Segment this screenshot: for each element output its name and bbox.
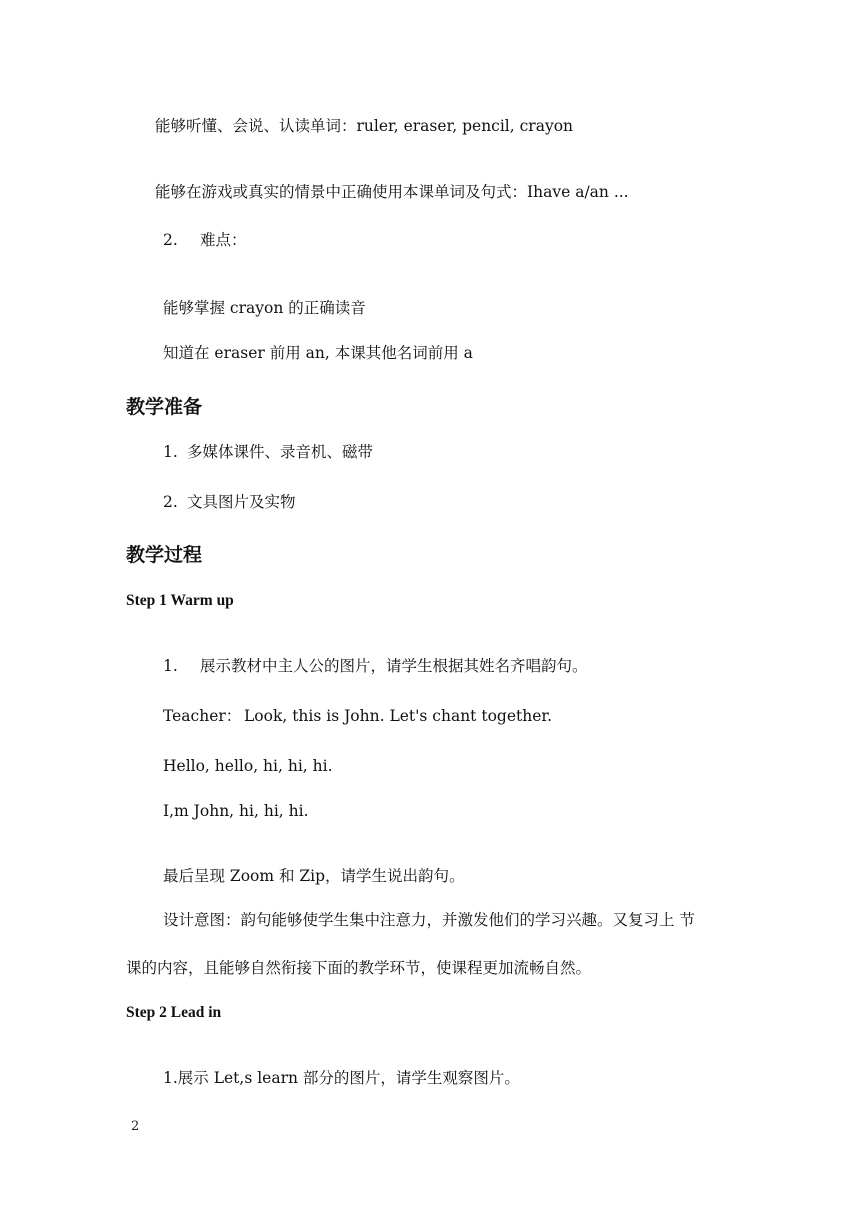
chant-line-2: I,m John, hi, hi, hi. — [163, 802, 309, 820]
chant-line-1: Hello, hello, hi, hi, hi. — [163, 757, 333, 775]
preparation-item-1-text: 多媒体课件、录音机、磁带 — [187, 443, 374, 461]
step1-item-1 — [163, 656, 588, 676]
design-intent-line-2: 课的内容，且能够自然衔接下面的教学环节，使课程更加流畅自然。 — [126, 959, 592, 977]
teacher-line — [163, 706, 552, 726]
preparation-heading: 教学准备 — [126, 396, 203, 418]
difficulty-line-2: 知道在 eraser 前用 an, 本课其他名词前用 a — [163, 344, 473, 362]
difficulty-number: 2. — [163, 231, 178, 249]
objective-line-1: 能够听懂、会说、认读单词：ruler, eraser, pencil, crayon — [155, 117, 574, 135]
process-heading: 教学过程 — [126, 544, 203, 566]
page-number: 2 — [131, 1119, 140, 1134]
design-intent-line-1: 设计意图：韵句能够使学生集中注意力，并激发他们的学习兴趣。又复习上 节 — [163, 911, 695, 929]
preparation-item-2 — [163, 492, 296, 512]
teacher-text: Look, this is John. Let's chant together. — [244, 707, 553, 725]
preparation-item-2-text: 文具图片及实物 — [187, 493, 296, 511]
step1-item-1-num: 1. — [163, 657, 178, 675]
difficulty-title: 难点： — [200, 231, 247, 249]
objective-line-2: 能够在游戏或真实的情景中正确使用本课单词及句式：Ihave a/an ... — [155, 183, 629, 201]
difficulty-heading — [163, 230, 247, 250]
preparation-item-2-num: 2. — [163, 493, 178, 511]
preparation-item-1 — [163, 442, 373, 462]
step2-title: Step 2 Lead in — [126, 1004, 222, 1021]
preparation-item-1-num: 1. — [163, 443, 178, 461]
step1-title: Step 1 Warm up — [126, 592, 234, 609]
step1-item-1-text: 展示教材中主人公的图片，请学生根据其姓名齐唱韵句。 — [200, 657, 588, 675]
teacher-label: Teacher： — [163, 707, 242, 725]
finally-line: 最后呈现 Zoom 和 Zip，请学生说出韵句。 — [163, 867, 465, 885]
step2-line-1: 1.展示 Let,s learn 部分的图片，请学生观察图片。 — [163, 1069, 520, 1087]
difficulty-line-1: 能够掌握 crayon 的正确读音 — [163, 299, 366, 317]
